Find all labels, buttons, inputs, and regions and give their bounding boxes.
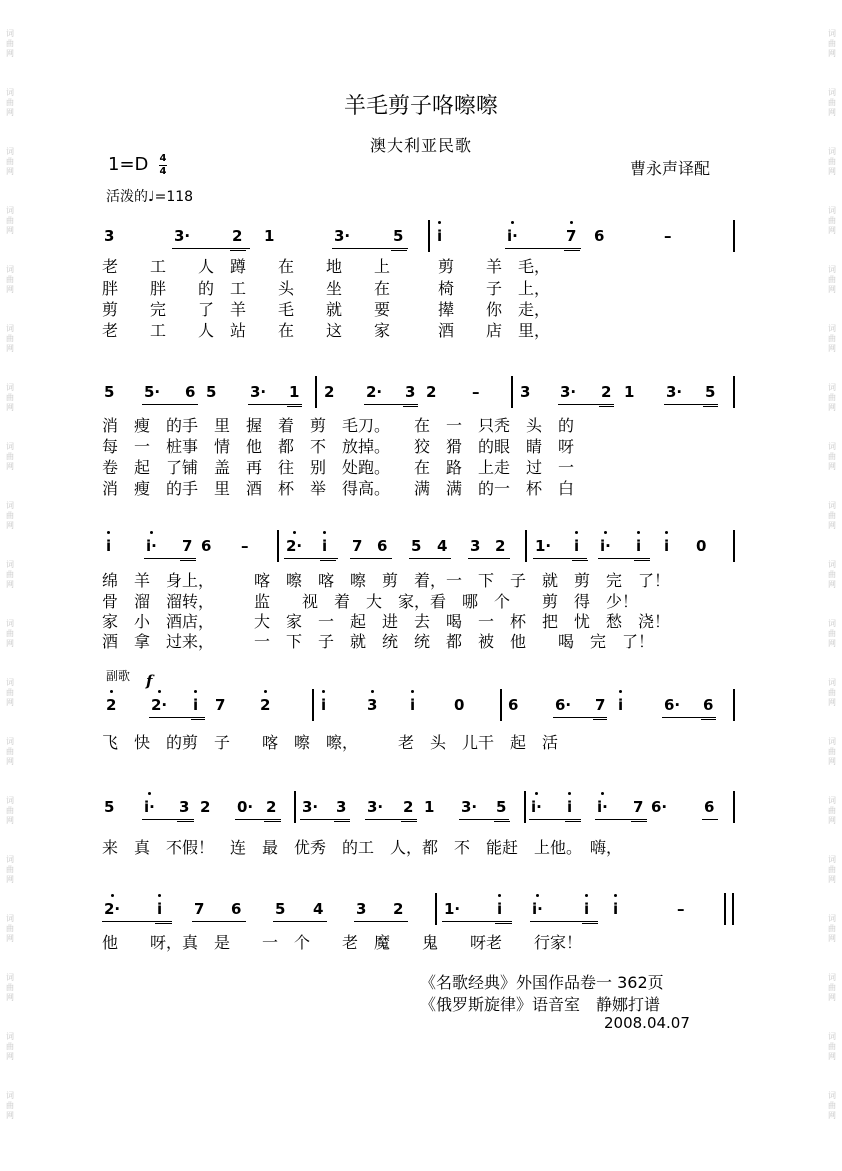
note: 2 bbox=[495, 537, 506, 555]
notation-row-3 bbox=[0, 526, 842, 566]
note: 4 bbox=[313, 900, 324, 918]
watermark-text: 词曲网 bbox=[6, 1032, 14, 1061]
note: 7 bbox=[215, 696, 226, 714]
note: 2 bbox=[403, 798, 414, 816]
note: 6 bbox=[231, 900, 242, 918]
note: 2 bbox=[426, 383, 437, 401]
lyric-line: 绵 羊 身上， 喀 嚓 喀 嚓 剪 着，一 下 子 就 剪 完 了！ bbox=[102, 571, 671, 590]
watermark-text: 词曲网 bbox=[6, 737, 14, 766]
note: 3· bbox=[367, 798, 384, 816]
watermark-text: 词曲网 bbox=[6, 442, 14, 471]
note: 6· bbox=[664, 696, 681, 714]
note: 6· bbox=[651, 798, 668, 816]
watermark-text: 词曲网 bbox=[828, 855, 836, 884]
note: 5 bbox=[104, 383, 115, 401]
watermark-text: 词曲网 bbox=[6, 88, 14, 117]
watermark-text: 词曲网 bbox=[828, 973, 836, 1002]
watermark-text: 词曲网 bbox=[828, 88, 836, 117]
note: i bbox=[157, 900, 163, 918]
note: 7 bbox=[595, 696, 606, 714]
watermark-text: 词曲网 bbox=[828, 265, 836, 294]
watermark-text: 词曲网 bbox=[6, 855, 14, 884]
chorus-label: 副歌 bbox=[106, 669, 131, 683]
note: 1 bbox=[624, 383, 635, 401]
note: 2 bbox=[266, 798, 277, 816]
note: i bbox=[437, 227, 443, 245]
note: 3 bbox=[104, 227, 115, 245]
tempo-marking: 活泼的♩=118 bbox=[106, 189, 194, 205]
note: i bbox=[497, 900, 503, 918]
bar-line bbox=[733, 530, 735, 562]
watermark-text: 词曲网 bbox=[828, 383, 836, 412]
watermark-text: 词曲网 bbox=[6, 619, 14, 648]
note: 6 bbox=[201, 537, 212, 555]
note: 6 bbox=[377, 537, 388, 555]
bar-line bbox=[435, 893, 437, 925]
song-title: 羊毛剪子咯嚓嚓 bbox=[343, 94, 498, 119]
note: 5 bbox=[411, 537, 422, 555]
note: 4 bbox=[437, 537, 448, 555]
watermark-text: 词曲网 bbox=[6, 678, 14, 707]
note: 2 bbox=[260, 696, 271, 714]
note: 1· bbox=[535, 537, 552, 555]
note: i· bbox=[532, 900, 543, 918]
bar-line bbox=[733, 376, 735, 408]
note: 6 bbox=[703, 696, 714, 714]
note: i bbox=[410, 696, 416, 714]
song-origin: 澳大利亚民歌 bbox=[369, 136, 472, 155]
watermark-text: 词曲网 bbox=[6, 560, 14, 589]
note: 2 bbox=[601, 383, 612, 401]
bar-line bbox=[315, 376, 317, 408]
note: 7 bbox=[352, 537, 363, 555]
watermark-text: 词曲网 bbox=[6, 1091, 14, 1120]
note: 6· bbox=[555, 696, 572, 714]
lyric-line: 老 工 人 站 在 这 家 酒 店 里， bbox=[102, 321, 551, 340]
watermark-text: 词曲网 bbox=[828, 324, 836, 353]
notation-row-4 bbox=[0, 685, 842, 725]
watermark-text: 词曲网 bbox=[6, 796, 14, 825]
watermark-text: 词曲网 bbox=[828, 1091, 836, 1120]
note: i bbox=[193, 696, 199, 714]
note: 6 bbox=[185, 383, 196, 401]
note: 2· bbox=[104, 900, 121, 918]
lyric-line: 他 呀，真 是 一 个 老 魔 鬼 呀老 行家！ bbox=[102, 933, 583, 952]
note: 2 bbox=[232, 227, 243, 245]
note: i bbox=[584, 900, 590, 918]
note: i· bbox=[597, 798, 608, 816]
watermark-text: 词曲网 bbox=[828, 560, 836, 589]
lyric-line: 每 一 桩事 情 他 都 不 放掉。 狡 猾 的眼 睛 呀 bbox=[102, 437, 575, 456]
note: 7 bbox=[633, 798, 644, 816]
watermark-text: 词曲网 bbox=[6, 501, 14, 530]
lyric-line: 来 真 不假！ 连 最 优秀 的工 人，都 不 能赶 上他。 嗨， bbox=[102, 838, 623, 857]
time-signature bbox=[159, 154, 167, 177]
note: 1 bbox=[289, 383, 300, 401]
note: i bbox=[574, 537, 580, 555]
note: 6 bbox=[508, 696, 519, 714]
bar-line bbox=[524, 791, 526, 823]
note: 3 bbox=[336, 798, 347, 816]
note: 3 bbox=[470, 537, 481, 555]
bar-line bbox=[294, 791, 296, 823]
note: 1 bbox=[424, 798, 435, 816]
watermark-text: 词曲网 bbox=[6, 973, 14, 1002]
note: 2 bbox=[200, 798, 211, 816]
arranger: 曹永声译配 bbox=[630, 159, 711, 178]
note: 5· bbox=[144, 383, 161, 401]
watermark-text: 词曲网 bbox=[828, 678, 836, 707]
note: 3 bbox=[520, 383, 531, 401]
note: i· bbox=[600, 537, 611, 555]
lyric-line: 家 小 酒店， 大 家 一 起 进 去 喝 一 杯 把 忧 愁 浇！ bbox=[102, 612, 671, 631]
note: 5 bbox=[705, 383, 716, 401]
transcriber-credit: 《俄罗斯旋律》语音室 静娜打谱 bbox=[420, 995, 661, 1014]
note: 0· bbox=[237, 798, 254, 816]
notation-row-2 bbox=[0, 372, 842, 412]
note: i· bbox=[144, 798, 155, 816]
note: – bbox=[664, 227, 672, 245]
note: i bbox=[567, 798, 573, 816]
watermark-text: 词曲网 bbox=[6, 383, 14, 412]
watermark-text: 词曲网 bbox=[6, 914, 14, 943]
note: 3· bbox=[560, 383, 577, 401]
bar-line bbox=[312, 689, 314, 721]
bar-line bbox=[733, 791, 735, 823]
bar-line bbox=[428, 220, 430, 252]
note: 7 bbox=[566, 227, 577, 245]
lyric-line: 酒 拿 过来， 一 下 子 就 统 统 都 被 他 喝 完 了！ bbox=[102, 632, 655, 651]
lyric-line: 消 瘦 的手 里 握 着 剪 毛刀。 在 一 只秃 头 的 bbox=[102, 416, 575, 435]
bar-line bbox=[525, 530, 527, 562]
date: 2008.04.07 bbox=[604, 1014, 690, 1032]
bar-line bbox=[277, 530, 279, 562]
note: i bbox=[636, 537, 642, 555]
bar-line bbox=[500, 689, 502, 721]
watermark-text: 词曲网 bbox=[6, 206, 14, 235]
watermark-text: 词曲网 bbox=[828, 442, 836, 471]
note: 3· bbox=[174, 227, 191, 245]
note: 3 bbox=[356, 900, 367, 918]
note: 2· bbox=[151, 696, 168, 714]
watermark-strip-right bbox=[822, 0, 842, 1171]
note: i bbox=[618, 696, 624, 714]
lyric-line: 飞 快 的剪 子 喀 嚓 嚓， 老 头 儿干 起 活 bbox=[102, 733, 559, 752]
lyric-line: 老 工 人 蹲 在 地 上 剪 羊 毛， bbox=[102, 257, 551, 276]
note: i· bbox=[146, 537, 157, 555]
note: 3 bbox=[179, 798, 190, 816]
watermark-text: 词曲网 bbox=[828, 619, 836, 648]
note: i· bbox=[531, 798, 542, 816]
watermark-strip-left bbox=[0, 0, 20, 1171]
watermark-text: 词曲网 bbox=[6, 147, 14, 176]
note: i bbox=[322, 537, 328, 555]
watermark-text: 词曲网 bbox=[6, 265, 14, 294]
watermark-text: 词曲网 bbox=[828, 737, 836, 766]
note: 5 bbox=[275, 900, 286, 918]
time-signature-top: 4 bbox=[159, 153, 167, 164]
end-bar-line bbox=[732, 893, 734, 925]
note: 0 bbox=[454, 696, 465, 714]
watermark-text: 词曲网 bbox=[828, 206, 836, 235]
note: i· bbox=[507, 227, 518, 245]
note: 0 bbox=[696, 537, 707, 555]
note: 7 bbox=[194, 900, 205, 918]
lyric-line: 骨 溜 溜转， 监 视 着 大 家，看 哪 个 剪 得 少！ bbox=[102, 592, 639, 611]
note: i bbox=[613, 900, 619, 918]
bar-line bbox=[511, 376, 513, 408]
watermark-text: 词曲网 bbox=[828, 796, 836, 825]
note: 2 bbox=[324, 383, 335, 401]
note: 6 bbox=[594, 227, 605, 245]
note: 2 bbox=[106, 696, 117, 714]
watermark-text: 词曲网 bbox=[828, 501, 836, 530]
watermark-text: 词曲网 bbox=[6, 324, 14, 353]
key-signature: 1=D bbox=[108, 154, 149, 175]
note: 3 bbox=[367, 696, 378, 714]
note: – bbox=[677, 900, 685, 918]
note: 5 bbox=[496, 798, 507, 816]
note: 5 bbox=[104, 798, 115, 816]
watermark-text: 词曲网 bbox=[828, 147, 836, 176]
note: 3· bbox=[334, 227, 351, 245]
source-credit: 《名歌经典》外国作品卷一 362页 bbox=[420, 973, 664, 992]
note: 6 bbox=[704, 798, 715, 816]
note: i bbox=[106, 537, 112, 555]
note: 2· bbox=[366, 383, 383, 401]
bar-line bbox=[733, 220, 735, 252]
lyric-line: 剪 完 了 羊 毛 就 要 撵 你 走， bbox=[102, 300, 551, 319]
dynamic-marking: f bbox=[146, 672, 153, 690]
note: – bbox=[472, 383, 480, 401]
note: 5 bbox=[393, 227, 404, 245]
lyric-line: 卷 起 了铺 盖 再 往 别 处跑。 在 路 上走 过 一 bbox=[102, 458, 575, 477]
note: 3· bbox=[302, 798, 319, 816]
notation-row-1 bbox=[0, 216, 842, 256]
watermark-text: 词曲网 bbox=[828, 1032, 836, 1061]
note: 2 bbox=[393, 900, 404, 918]
note: 2· bbox=[286, 537, 303, 555]
note: i bbox=[664, 537, 670, 555]
watermark-text: 词曲网 bbox=[828, 914, 836, 943]
watermark-text: 词曲网 bbox=[828, 29, 836, 58]
notation-row-5 bbox=[0, 787, 842, 827]
time-signature-bottom: 4 bbox=[159, 166, 167, 177]
notation-row-6 bbox=[0, 889, 842, 929]
note: 7 bbox=[182, 537, 193, 555]
lyric-line: 胖 胖 的 工 头 坐 在 椅 子 上， bbox=[102, 279, 551, 298]
note: i bbox=[321, 696, 327, 714]
note: 3· bbox=[250, 383, 267, 401]
note: 3· bbox=[461, 798, 478, 816]
note: 5 bbox=[206, 383, 217, 401]
note: 1 bbox=[264, 227, 275, 245]
note: 3 bbox=[405, 383, 416, 401]
note: 1· bbox=[444, 900, 461, 918]
bar-line bbox=[733, 689, 735, 721]
note: 3· bbox=[666, 383, 683, 401]
watermark-text: 词曲网 bbox=[6, 29, 14, 58]
bar-line bbox=[724, 893, 726, 925]
note: – bbox=[241, 537, 249, 555]
lyric-line: 消 瘦 的手 里 酒 杯 举 得高。 满 满 的一 杯 白 bbox=[102, 479, 575, 498]
